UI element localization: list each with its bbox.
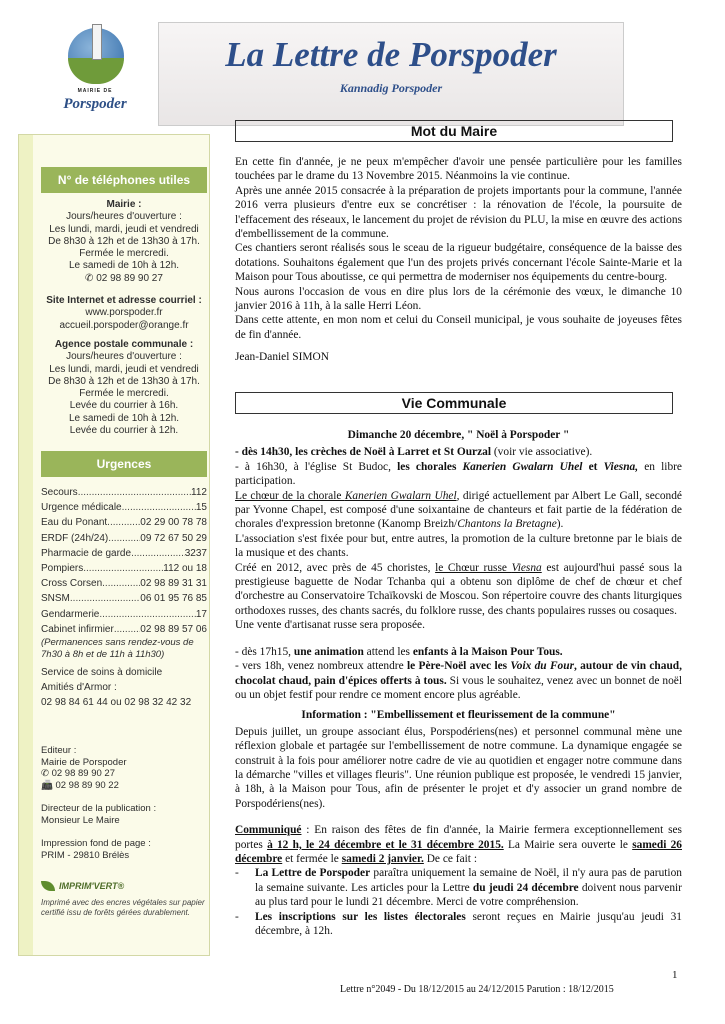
mairie-hours-label: Jours/heures d'ouverture : (66, 211, 182, 223)
directeur-label: Directeur de la publication : (41, 803, 157, 814)
paragraph: Après une année 2015 consacrée à la préparation de projets importants pour la commune, l'année 2016 verra plusieurs d'entre eux se concrétiser : la rénovation de l'école, la poursuite de l'effacement des réseaux, le lancement du projet de révision du PLU, la mise en œuvre des actions d'embellissement de la commune. (235, 184, 682, 241)
infirmier-note: (Permanences sans rendez-vous de 7h30 à 8h et de 11h à 11h30) (41, 637, 194, 661)
post-title: Agence postale communale : (54, 339, 194, 350)
urgence-row (41, 515, 207, 530)
post-line: De 8h30 à 12h et de 13h30 à 17h. (48, 375, 200, 387)
info-title: Information : "Embellissement et fleurissement de la commune" (301, 709, 616, 722)
urgence-row (41, 500, 207, 515)
logo-mairie-text: MAIRIE DE (77, 88, 113, 94)
event-line: - vers 18h, venez nombreux attendre le Père-Noël avec les Voix du Four, autour de vin chaud, chocolat chaud, pain d'épices offerts à tous. Si vous le souhaitez, venez avec un bonnet de noël ou un objet festif pour rendre ce moment encore plus agréable. (235, 660, 682, 701)
footer-text: Lettre n°2049 - Du 18/12/2015 au 24/12/2015 Parution : 18/12/2015 (340, 984, 614, 995)
urgence-row (41, 546, 207, 561)
newsletter-subtitle: Kannadig Porspoder (339, 81, 443, 95)
porspoder-logo (52, 18, 138, 118)
urgences-list (41, 485, 207, 711)
post-line: Levée du courrier à 12h. (69, 425, 179, 437)
web-info (41, 295, 207, 332)
web-url[interactable]: www.porspoder.fr (85, 307, 163, 319)
list-item: - La Lettre de Porspoder paraîtra uniquement la semaine de Noël, il n'y aura pas de parution la semaine suivante. Les articles pour la Lettre du jeudi 24 décembre doivent nous parvenir au plus tard pour le lundi 21 décembre. Merci de votre compréhension. (235, 867, 682, 909)
sidebar-strip (19, 135, 33, 955)
imprim-vert-block (41, 877, 207, 918)
directeur-name: Monsieur Le Maire (41, 814, 120, 826)
domicile-phone: 02 98 84 61 44 ou 02 98 32 42 32 (41, 697, 192, 709)
list-item: - Les inscriptions sur les listes électorales seront reçues en Mairie jusqu'au jeudi 31 décembre, à 12h. (235, 910, 682, 937)
chorale-paragraph: Le chœur de la chorale Kanerien Gwalarn Uhel, dirigé actuellement par Albert Le Gall, secondé par Yvonne Chapel, est composé d'une soixantaine de chanteurs et fait partie de la fédération de chorales d'expression bretonne (Kanomp Breizh/Chantons la Bretagne). (235, 489, 682, 531)
urgence-value: 17 (195, 608, 207, 620)
web-title: Site Internet et adresse courriel : (46, 295, 202, 306)
urgence-row (41, 591, 207, 606)
event-line: - à 16h30, à l'église St Budoc, les chorales Kanerien Gwalarn Uhel et Viesna, en libre participation. (235, 460, 682, 488)
mairie-line: De 8h30 à 12h et de 13h30 à 17h. (48, 235, 200, 247)
urgence-label: Cabinet infirmier (41, 623, 114, 635)
urgence-label: SNSM (41, 593, 70, 605)
vente-paragraph: Une vente d'artisanat russe sera proposée. (235, 619, 425, 632)
choeur-paragraph: Créé en 2012, avec près de 45 choristes, le Chœur russe Viesna est aujourd'hui passé sous la prestigieuse baguette de Nodar Tchanba qui a obtenu son diplôme de chef de chœur et chef d'orchestre au Conservatoire Tchaïkovski de Moscou. Son répertoire couvre des chants liturgiques orthodoxes russes, des chants sacrés, du folklore russe, des chants populaires russes ou cosaques. (235, 561, 682, 617)
web-mail[interactable]: accueil.porspoder@orange.fr (59, 319, 189, 331)
mot-du-maire-title: Mot du Maire (235, 120, 673, 142)
urgence-row (41, 531, 207, 546)
sidebar (18, 134, 210, 956)
mairie-info (41, 199, 207, 285)
urgence-label: Pharmacie de garde (41, 547, 132, 559)
event-line: - dès 17h15, une animation attend les enfants à la Maison Pour Tous. (235, 645, 563, 658)
post-hours-label: Jours/heures d'ouverture : (66, 351, 182, 363)
post-line: Le samedi de 10h à 12h. (68, 412, 180, 424)
urgence-label: Urgence médicale (41, 502, 122, 514)
urgence-value: 3237 (184, 547, 207, 559)
editeur-phone: ✆ 02 98 89 90 27 (41, 768, 115, 779)
urgence-row (41, 485, 207, 500)
urgence-row (41, 607, 207, 622)
post-line: Les lundi, mardi, jeudi et vendredi (49, 363, 199, 375)
signature: Jean-Daniel SIMON (235, 351, 329, 364)
urgence-label: Secours (41, 487, 78, 498)
info-paragraph: Depuis juillet, un groupe associant élus, Porspodériens(nes) et personnel communal mène une réflexion globale et partagée sur l'embellissement de notre commune. La dynamique engagée se construit à la fois pour améliorer notre cadre de vie au quotidien et engager notre commune dans la démarche "villes et villages fleuris". Une réunion publique est proposée, le vendredi 15 janvier, à 18h, à la Maison pour Tous, afin de présenter le projet et d'y associer un grand nombre de Porspodériens(nes). (235, 725, 682, 810)
post-line: Levée du courrier à 16h. (69, 400, 179, 412)
urgence-value: 112 (191, 487, 207, 498)
logo-name-text: Porspoder (63, 96, 127, 112)
urgence-row (41, 561, 207, 576)
mairie-title: Mairie : (106, 199, 142, 210)
paragraph: Nous aurons l'occasion de vous en dire plus lors de la cérémonie des vœux, le dimanche 10 janvier 2016 à 11h, à la salle Herri Léon. (235, 285, 682, 313)
urgence-value: 112 ou 18 (163, 563, 207, 575)
event-line: - dès 14h30, les crèches de Noël à Larret et St Ourzal (voir vie associative). (235, 446, 593, 459)
title-banner (158, 22, 624, 126)
association-paragraph: L'association s'est fixée pour but, entre autres, la promotion de la culture bretonne par le biais de la musique et des chants. (235, 532, 682, 560)
urgence-row (41, 576, 207, 591)
vie-communale-text (235, 428, 682, 938)
paragraph: Ces chantiers seront réalisés sous le sceau de la rigueur budgétaire, conséquence de la baisse des dotations. Souhaitons également que l'un des projets privés concernant l'école Sainte-Marie et la Maison pour Tous aboutisse, ce qui permettra de moderniser nos équipements du centre-bourg. (235, 242, 682, 284)
urgence-value: 02 29 00 78 78 (140, 517, 207, 529)
imprim-note: Imprimé avec des encres végétales sur papier certifié issu de forêts gérées durablement. (41, 898, 205, 917)
urgence-value: 02 98 89 31 31 (140, 578, 207, 590)
leaf-icon (41, 881, 55, 891)
paragraph: En cette fin d'année, je ne peux m'empêcher d'avoir une pensée particulière pour les familles touchées par le drame du 13 Novembre 2015. Néanmoins la vie continue. (235, 156, 682, 183)
editeur-label: Editeur : (41, 745, 77, 756)
urgence-label: ERDF (24h/24) (41, 532, 109, 544)
domicile-line: Amitiés d'Armor : (41, 682, 117, 694)
phones-heading: N° de téléphones utiles (41, 167, 207, 193)
editeur-name: Mairie de Porspoder (41, 756, 127, 768)
vie-communale-title: Vie Communale (235, 392, 673, 414)
post-info (41, 339, 207, 437)
urgence-label: Pompiers (41, 563, 84, 575)
mairie-line: Le samedi de 10h à 12h. (68, 260, 180, 272)
urgence-label: Eau du Ponant (41, 517, 108, 529)
urgence-label: Cross Corsen (41, 578, 103, 590)
mot-du-maire-text (235, 155, 682, 365)
editeur-fax: 📠 02 98 89 90 22 (41, 779, 119, 791)
newsletter-title: La Lettre de Porspoder (225, 35, 557, 74)
urgence-row (41, 622, 207, 637)
impression-label: Impression fond de page : (41, 838, 151, 849)
urgences-heading: Urgences (41, 451, 207, 477)
urgence-value: 09 72 67 50 29 (140, 532, 207, 544)
mairie-line: Les lundi, mardi, jeudi et vendredi (49, 223, 199, 235)
impression-name: PRIM - 29810 Brélès (41, 849, 130, 861)
logo-land-icon (68, 58, 124, 84)
urgence-value: 06 01 95 76 85 (140, 593, 207, 605)
editeur-info (41, 745, 207, 861)
imprim-vert-logo: IMPRIM'VERT® (59, 880, 125, 891)
post-line: Fermée le mercredi. (79, 388, 169, 400)
mairie-phone: ✆ 02 98 89 90 27 (85, 272, 163, 284)
header (52, 18, 624, 130)
event-title: Dimanche 20 décembre, " Noël à Porspoder " (347, 429, 570, 441)
urgence-value: 02 98 89 57 06 (140, 623, 207, 635)
domicile-line: Service de soins à domicile (41, 667, 163, 679)
communique-paragraph: Communiqué : En raison des fêtes de fin d'année, la Mairie fermera exceptionnellement ses portes à 12 h, le 24 décembre et le 31 décembre 2015. La Mairie sera ouverte le samedi 26 décembre et fermée le samedi 2 janvier. De ce fait : (235, 824, 682, 865)
paragraph: Dans cette attente, en mon nom et celui du Conseil municipal, je vous souhaite de joyeuses fêtes de fin d'année. (235, 314, 682, 341)
urgence-label: Gendarmerie (41, 608, 100, 620)
lighthouse-icon (92, 24, 102, 60)
mairie-line: Fermée le mercredi. (79, 248, 169, 260)
urgence-value: 15 (195, 502, 207, 514)
page-number: 1 (672, 969, 678, 981)
